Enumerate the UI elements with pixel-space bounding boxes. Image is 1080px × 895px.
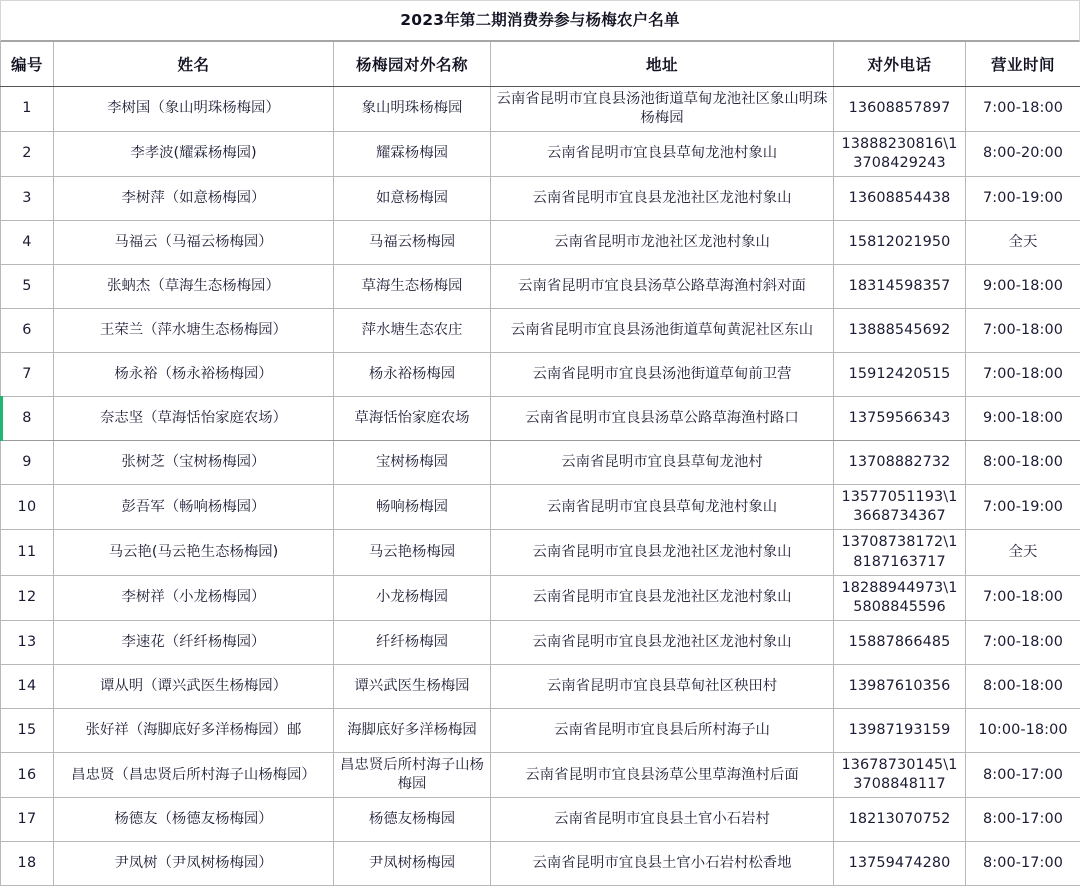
cell-no[interactable]: 17 <box>1 798 54 842</box>
cell-tel[interactable]: 15887866485 <box>834 621 966 665</box>
cell-no[interactable]: 15 <box>1 709 54 753</box>
cell-no[interactable]: 11 <box>1 530 54 575</box>
cell-alias[interactable]: 昌忠贤后所村海子山杨梅园 <box>334 753 491 798</box>
cell-name[interactable]: 李孝波(耀霖杨梅园) <box>54 131 334 176</box>
cell-hours[interactable]: 8:00-17:00 <box>966 798 1080 842</box>
cell-tel[interactable]: 13888230816\13708429243 <box>834 131 966 176</box>
cell-address[interactable]: 云南省昆明市宜良县后所村海子山 <box>491 709 834 753</box>
cell-address[interactable]: 云南省昆明市宜良县汤草公路草海渔村斜对面 <box>491 265 834 309</box>
cell-no[interactable]: 8 <box>1 397 54 441</box>
cell-alias[interactable]: 杨德友杨梅园 <box>334 798 491 842</box>
cell-name[interactable]: 昌忠贤（昌忠贤后所村海子山杨梅园） <box>54 753 334 798</box>
cell-alias[interactable]: 象山明珠杨梅园 <box>334 86 491 131</box>
cell-tel[interactable]: 18213070752 <box>834 798 966 842</box>
column-header-hours[interactable]: 营业时间 <box>966 42 1080 86</box>
cell-address[interactable]: 云南省昆明市宜良县土官小石岩村松香地 <box>491 842 834 886</box>
table-row[interactable] <box>1 441 1080 485</box>
cell-hours[interactable]: 8:00-18:00 <box>966 665 1080 709</box>
table-row[interactable] <box>1 86 1080 131</box>
cell-no[interactable]: 4 <box>1 221 54 265</box>
cell-no[interactable]: 16 <box>1 753 54 798</box>
cell-hours[interactable]: 9:00-18:00 <box>966 265 1080 309</box>
cell-tel[interactable]: 13987610356 <box>834 665 966 709</box>
cell-hours[interactable]: 7:00-18:00 <box>966 575 1080 620</box>
document-title-row <box>0 0 1080 42</box>
cell-tel[interactable]: 18288944973\15808845596 <box>834 575 966 620</box>
cell-tel[interactable]: 13577051193\13668734367 <box>834 485 966 530</box>
cell-address[interactable]: 云南省昆明市宜良县龙池社区龙池村象山 <box>491 530 834 575</box>
cell-hours[interactable]: 7:00-18:00 <box>966 86 1080 131</box>
table-row[interactable] <box>1 753 1080 798</box>
cell-hours[interactable]: 7:00-18:00 <box>966 353 1080 397</box>
cell-address[interactable]: 云南省昆明市宜良县汤草公路草海渔村路口 <box>491 397 834 441</box>
cell-hours[interactable]: 7:00-18:00 <box>966 309 1080 353</box>
cell-tel[interactable]: 13987193159 <box>834 709 966 753</box>
table-row[interactable] <box>1 665 1080 709</box>
cell-address[interactable]: 云南省昆明市宜良县草甸龙池村 <box>491 441 834 485</box>
cell-no[interactable]: 6 <box>1 309 54 353</box>
cell-address[interactable]: 云南省昆明市宜良县龙池社区龙池村象山 <box>491 177 834 221</box>
cell-hours[interactable]: 7:00-19:00 <box>966 485 1080 530</box>
cell-name[interactable]: 奈志坚（草海恬怡家庭农场） <box>54 397 334 441</box>
cell-name[interactable]: 李树国（象山明珠杨梅园） <box>54 86 334 131</box>
cell-no[interactable]: 13 <box>1 621 54 665</box>
cell-no[interactable]: 12 <box>1 575 54 620</box>
cell-name[interactable]: 李树萍（如意杨梅园） <box>54 177 334 221</box>
table-row[interactable] <box>1 265 1080 309</box>
cell-tel[interactable]: 15812021950 <box>834 221 966 265</box>
table-header <box>1 42 1080 86</box>
cell-name[interactable]: 王荣兰（萍水塘生态杨梅园） <box>54 309 334 353</box>
cell-name[interactable]: 尹凤树（尹凤树杨梅园） <box>54 842 334 886</box>
cell-tel[interactable]: 13708738172\18187163717 <box>834 530 966 575</box>
cell-alias[interactable]: 耀霖杨梅园 <box>334 131 491 176</box>
cell-no[interactable]: 1 <box>1 86 54 131</box>
cell-name[interactable]: 彭吾军（畅响杨梅园） <box>54 485 334 530</box>
cell-name[interactable]: 杨德友（杨德友杨梅园） <box>54 798 334 842</box>
table-row[interactable] <box>1 221 1080 265</box>
cell-address[interactable]: 云南省昆明市宜良县汤池街道草甸前卫营 <box>491 353 834 397</box>
cell-alias[interactable]: 杨永裕杨梅园 <box>334 353 491 397</box>
cell-alias[interactable]: 草海生态杨梅园 <box>334 265 491 309</box>
cell-name[interactable]: 谭从明（谭兴武医生杨梅园） <box>54 665 334 709</box>
cell-no[interactable]: 2 <box>1 131 54 176</box>
cell-name[interactable]: 杨永裕（杨永裕杨梅园） <box>54 353 334 397</box>
column-header-tel[interactable]: 对外电话 <box>834 42 966 86</box>
table-row[interactable] <box>1 485 1080 530</box>
cell-tel[interactable]: 18314598357 <box>834 265 966 309</box>
table-row[interactable] <box>1 842 1080 886</box>
table-header-row <box>1 42 1080 86</box>
cell-address[interactable]: 云南省昆明市宜良县汤草公里草海渔村后面 <box>491 753 834 798</box>
cell-name[interactable]: 张好祥（海脚底好多洋杨梅园）邮 <box>54 709 334 753</box>
cell-no[interactable]: 5 <box>1 265 54 309</box>
cell-no[interactable]: 14 <box>1 665 54 709</box>
cell-hours[interactable]: 7:00-18:00 <box>966 621 1080 665</box>
cell-address[interactable]: 云南省昆明市龙池社区龙池村象山 <box>491 221 834 265</box>
farmers-table <box>0 42 1080 886</box>
cell-alias[interactable]: 纤纤杨梅园 <box>334 621 491 665</box>
column-header-no[interactable]: 编号 <box>1 42 54 86</box>
table-row[interactable] <box>1 798 1080 842</box>
cell-address[interactable]: 云南省昆明市宜良县龙池社区龙池村象山 <box>491 621 834 665</box>
cell-hours[interactable]: 8:00-18:00 <box>966 441 1080 485</box>
column-header-name[interactable]: 姓名 <box>54 42 334 86</box>
table-row[interactable] <box>1 575 1080 620</box>
cell-alias[interactable]: 如意杨梅园 <box>334 177 491 221</box>
cell-alias[interactable]: 马福云杨梅园 <box>334 221 491 265</box>
cell-tel[interactable]: 13888545692 <box>834 309 966 353</box>
cell-hours[interactable]: 8:00-17:00 <box>966 842 1080 886</box>
table-row[interactable] <box>1 621 1080 665</box>
cell-alias[interactable]: 海脚底好多洋杨梅园 <box>334 709 491 753</box>
cell-hours[interactable]: 7:00-19:00 <box>966 177 1080 221</box>
cell-no[interactable]: 9 <box>1 441 54 485</box>
cell-address[interactable]: 云南省昆明市宜良县土官小石岩村 <box>491 798 834 842</box>
table-row[interactable] <box>1 397 1080 441</box>
cell-name[interactable]: 马福云（马福云杨梅园） <box>54 221 334 265</box>
cell-alias[interactable]: 尹凤树杨梅园 <box>334 842 491 886</box>
cell-name[interactable]: 张蚋杰（草海生态杨梅园） <box>54 265 334 309</box>
cell-alias[interactable]: 萍水塘生态农庄 <box>334 309 491 353</box>
cell-address[interactable]: 云南省昆明市宜良县龙池社区龙池村象山 <box>491 575 834 620</box>
cell-hours[interactable]: 8:00-20:00 <box>966 131 1080 176</box>
table-row[interactable] <box>1 353 1080 397</box>
cell-name[interactable]: 李树祥（小龙杨梅园） <box>54 575 334 620</box>
cell-tel[interactable]: 13608854438 <box>834 177 966 221</box>
cell-tel[interactable]: 13759566343 <box>834 397 966 441</box>
cell-no[interactable]: 3 <box>1 177 54 221</box>
cell-address[interactable]: 云南省昆明市宜良县草甸社区秧田村 <box>491 665 834 709</box>
cell-tel[interactable]: 15912420515 <box>834 353 966 397</box>
cell-address[interactable]: 云南省昆明市宜良县草甸龙池村象山 <box>491 485 834 530</box>
table-row[interactable] <box>1 530 1080 575</box>
cell-hours[interactable]: 9:00-18:00 <box>966 397 1080 441</box>
cell-hours[interactable]: 8:00-17:00 <box>966 753 1080 798</box>
table-row[interactable] <box>1 177 1080 221</box>
cell-address[interactable]: 云南省昆明市宜良县汤池街道草甸黄泥社区东山 <box>491 309 834 353</box>
table-row[interactable] <box>1 309 1080 353</box>
cell-hours[interactable]: 全天 <box>966 530 1080 575</box>
cell-alias[interactable]: 谭兴武医生杨梅园 <box>334 665 491 709</box>
column-header-alias[interactable]: 杨梅园对外名称 <box>334 42 491 86</box>
cell-alias[interactable]: 小龙杨梅园 <box>334 575 491 620</box>
cell-no[interactable]: 10 <box>1 485 54 530</box>
page-title: 2023年第二期消费券参与杨梅农户名单 <box>400 10 680 29</box>
cell-no[interactable]: 7 <box>1 353 54 397</box>
cell-alias[interactable]: 畅响杨梅园 <box>334 485 491 530</box>
cell-alias[interactable]: 草海恬怡家庭农场 <box>334 397 491 441</box>
table-body <box>1 86 1080 886</box>
cell-alias[interactable]: 宝树杨梅园 <box>334 441 491 485</box>
cell-address[interactable]: 云南省昆明市宜良县汤池街道草甸龙池社区象山明珠杨梅园 <box>491 86 834 131</box>
cell-address[interactable]: 云南省昆明市宜良县草甸龙池村象山 <box>491 131 834 176</box>
cell-hours[interactable]: 全天 <box>966 221 1080 265</box>
cell-name[interactable]: 李速花（纤纤杨梅园） <box>54 621 334 665</box>
cell-name[interactable]: 张树芝（宝树杨梅园） <box>54 441 334 485</box>
cell-tel[interactable]: 13608857897 <box>834 86 966 131</box>
table-row[interactable] <box>1 709 1080 753</box>
cell-tel[interactable]: 13678730145\13708848117 <box>834 753 966 798</box>
cell-tel[interactable]: 13708882732 <box>834 441 966 485</box>
cell-tel[interactable]: 13759474280 <box>834 842 966 886</box>
cell-name[interactable]: 马云艳(马云艳生态杨梅园) <box>54 530 334 575</box>
table-row[interactable] <box>1 131 1080 176</box>
cell-hours[interactable]: 10:00-18:00 <box>966 709 1080 753</box>
column-header-address[interactable]: 地址 <box>491 42 834 86</box>
cell-alias[interactable]: 马云艳杨梅园 <box>334 530 491 575</box>
cell-no[interactable]: 18 <box>1 842 54 886</box>
